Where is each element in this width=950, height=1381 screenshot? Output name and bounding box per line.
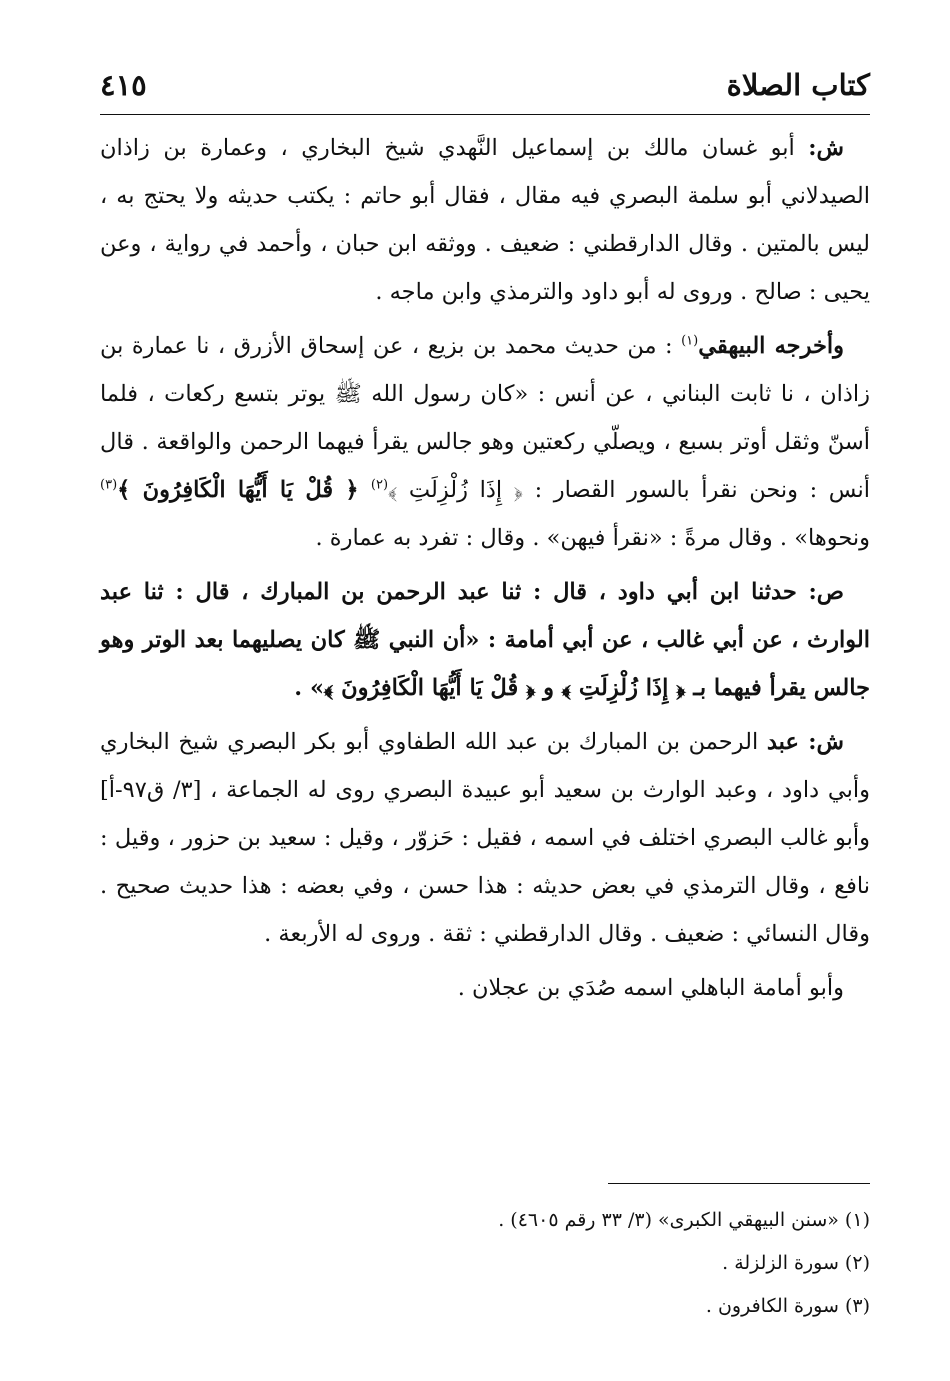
page-number: ٤١٥ [100, 68, 147, 102]
paragraph-lead: ش: عبد [766, 729, 844, 755]
paragraph-lead: وأخرجه البيهقي [698, 333, 845, 359]
paragraph-lead: ص: [808, 579, 844, 605]
footnote-1: (١) «سنن البيهقي الكبرى» (٣/ ٣٣ رقم ٤٦٠٥) . [498, 1209, 870, 1231]
footnote-ref-3[interactable]: (٣) [100, 477, 118, 493]
chapter-title: كتاب الصلاة [726, 68, 870, 102]
footnote-rule [608, 1183, 870, 1184]
paragraph-commentary-1 [100, 124, 870, 316]
paragraph-text: حدثنا ابن أبي داود ، قال : ثنا عبد الرحمن بن المبارك ، قال : ثنا عبد الوارث ، عن أبي غالب ، عن أبي أمامة : «أن النبي ﷺ كان يصليهما بعد الوتر وهو جالس يقرأ فيهما بـ ﴿ إِذَا زُلْزِلَتِ ﴾ و ﴿ قُلْ يَا أَيُّهَا الْكَافِرُونَ ﴾» . [100, 579, 870, 701]
paragraph-commentary-2 [100, 718, 870, 958]
header-rule [100, 114, 870, 115]
paragraph-abu-umama [100, 964, 870, 1012]
paragraph-hadith-text [100, 568, 870, 712]
quran-verse: ﴿ قُلْ يَا أَيُّهَا الْكَافِرُونَ ﴾ [117, 477, 371, 503]
paragraph-text: الرحمن بن المبارك بن عبد الله الطفاوي أبو بكر البصري شيخ البخاري وأبي داود ، وعبد الوارث بن سعيد أبو عبيدة البصري روى له الجماعة ، [٣/ ق٩٧-أ] وأبو غالب البصري اختلف في اسمه ، فقيل : حَزوّر ، وقيل : سعيد بن حزور ، وقيل : نافع ، وقال الترمذي في بعض حديثه : هذا حسن ، وفي بعضه : هذا حديث صحيح . وقال النسائي : ضعيف . وقال الدارقطني : ثقة . وروى له الأربعة . [100, 729, 870, 947]
footnote-ref-2[interactable]: (٢) [370, 477, 389, 493]
paragraph-bayhaqi [100, 322, 870, 562]
paragraph-lead: ش: [808, 135, 844, 161]
footnote-3: (٣) سورة الكافرون . [705, 1295, 870, 1317]
page-header [100, 60, 870, 110]
footnote-ref-1[interactable]: (١) [681, 333, 699, 349]
paragraph-text: وأبو أمامة الباهلي اسمه صُدَي بن عجلان . [457, 975, 844, 1001]
footnotes [100, 1199, 870, 1328]
paragraph-text: أبو غسان مالك بن إسماعيل النَّهدي شيخ البخاري ، وعمارة بن زاذان الصيدلاني أبو سلمة البصري فيه مقال ، فقال أبو حاتم : يكتب حديثه ولا يحتج به ، ليس بالمتين . وقال الدارقطني : ضعيف . ووثقه ابن حبان ، وأحمد في رواية ، وعن يحيى : صالح . وروى له أبو داود والترمذي وابن ماجه . [100, 135, 870, 305]
body-text [100, 124, 870, 1018]
paragraph-text: : من حديث محمد بن بزيع ، عن إسحاق الأزرق ، نا عمارة بن زاذان ، نا ثابت البناني ، عن أنس : «كان رسول الله ﷺ يوتر بتسع ركعات ، فلما أسنّ وثقل أوتر بسبع ، ويصلّي ركعتين وهو جالس يقرأ فيهما الرحمن والواقعة . قال أنس : ونحن نقرأ بالسور القصار : ﴿ إِذَا زُلْزِلَتِ ﴾ [100, 333, 870, 503]
footnote-2: (٢) سورة الزلزلة . [722, 1252, 870, 1274]
paragraph-text: ونحوها» . وقال مرةً : «نقرأ فيهن» . وقال : تفرد به عمارة . [315, 525, 870, 551]
